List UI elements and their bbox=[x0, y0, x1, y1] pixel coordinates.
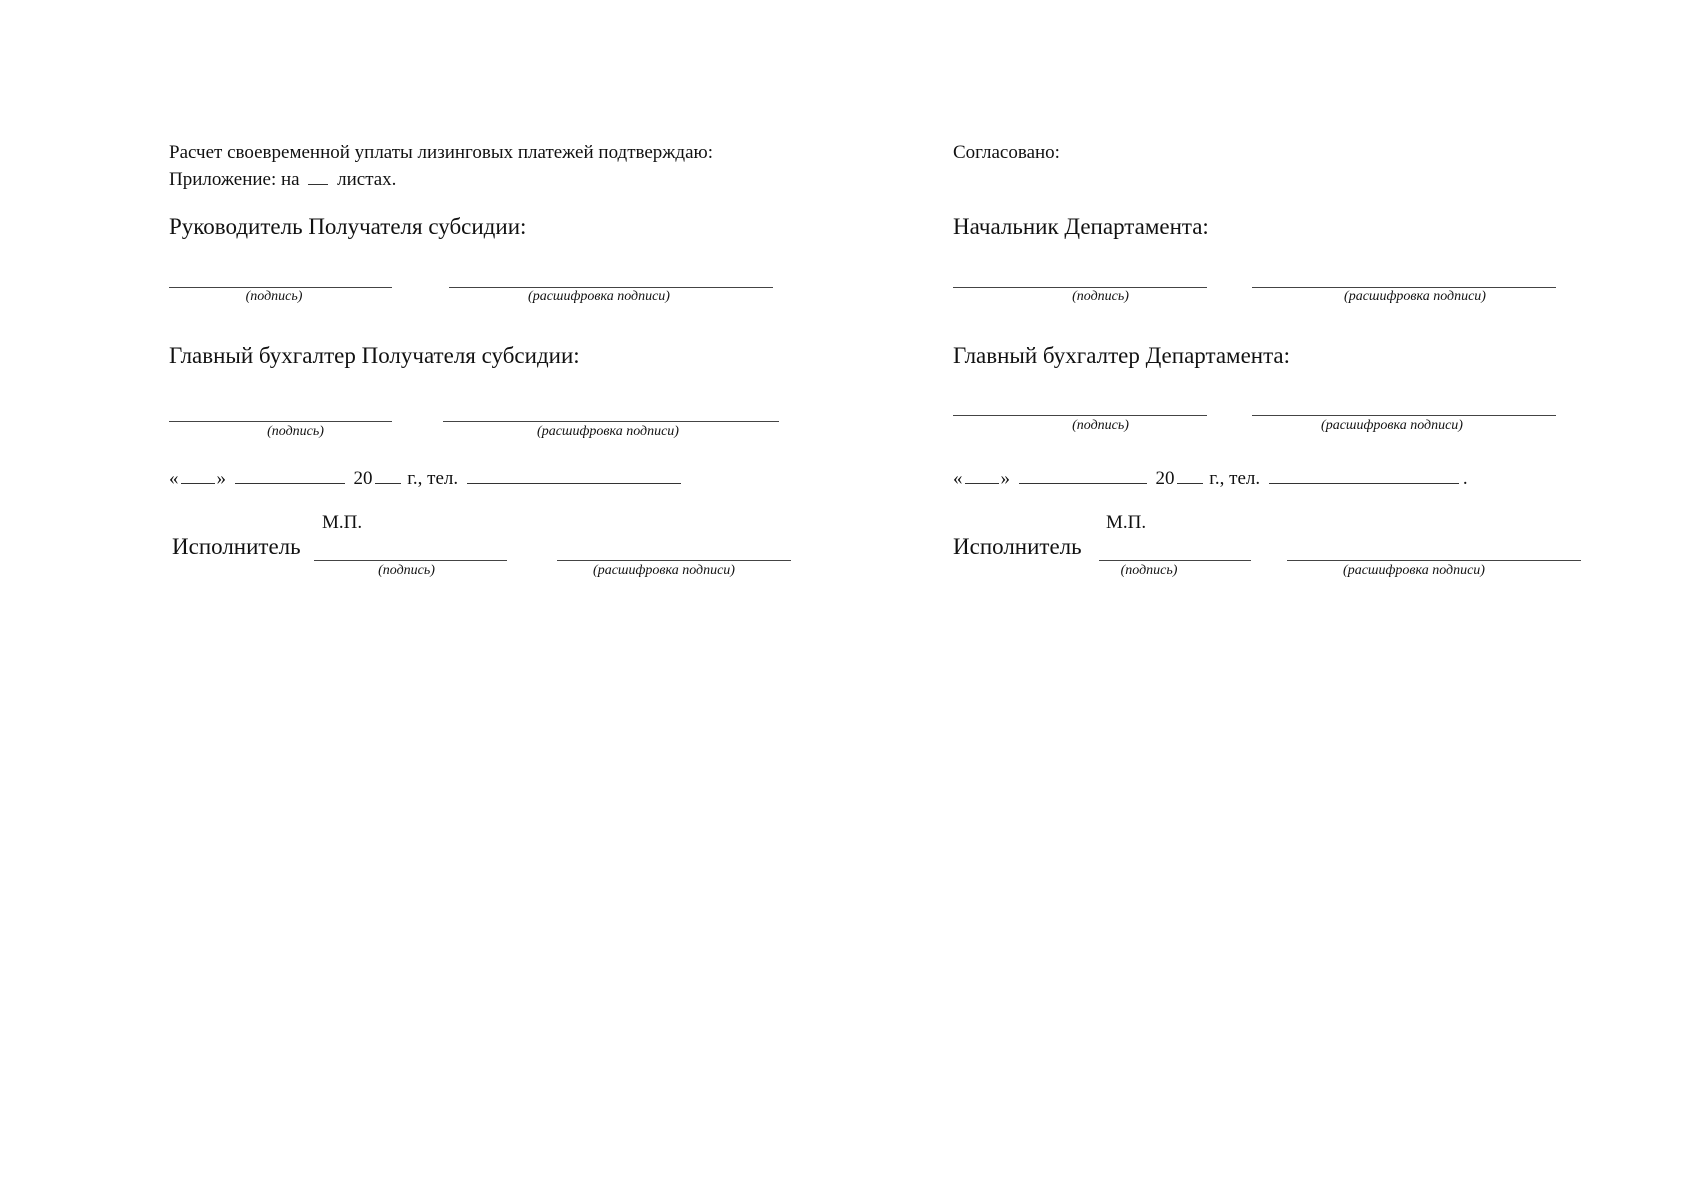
right-accountant-decode-line[interactable] bbox=[1252, 415, 1556, 416]
left-head-decode-caption: (расшифровка подписи) bbox=[528, 289, 670, 304]
left-accountant-decode-line[interactable] bbox=[443, 421, 779, 422]
left-day-field[interactable] bbox=[181, 465, 215, 484]
right-accountant-title: Главный бухгалтер Департамента: bbox=[953, 343, 1291, 368]
right-day-field[interactable] bbox=[965, 465, 999, 484]
left-date-open-quote: « bbox=[169, 468, 179, 489]
right-accountant-signature-caption: (подпись) bbox=[1072, 418, 1129, 433]
appendix-prefix: Приложение: на bbox=[169, 169, 300, 190]
left-accountant-title: Главный бухгалтер Получателя субсидии: bbox=[169, 343, 580, 368]
confirm-statement: Расчет своевременной уплаты лизинговых платежей подтверждаю: bbox=[169, 142, 713, 163]
right-date-line bbox=[953, 465, 1468, 490]
appendix-suffix: листах. bbox=[337, 169, 397, 190]
left-month-field[interactable] bbox=[235, 465, 345, 484]
right-executor-signature-caption: (подпись) bbox=[1120, 563, 1178, 578]
right-head-title: Начальник Департамента: bbox=[953, 214, 1209, 239]
left-executor-decode-line[interactable] bbox=[557, 560, 791, 561]
right-accountant-signature-line[interactable] bbox=[953, 415, 1207, 416]
right-month-field[interactable] bbox=[1019, 465, 1147, 484]
left-head-title: Руководитель Получателя субсидии: bbox=[169, 214, 527, 239]
left-stamp-label: М.П. bbox=[322, 512, 363, 533]
appendix-line bbox=[169, 166, 396, 191]
right-stamp-label: М.П. bbox=[1106, 512, 1147, 533]
left-accountant-decode-caption: (расшифровка подписи) bbox=[537, 424, 679, 439]
right-year-prefix: 20 bbox=[1155, 468, 1175, 489]
left-executor-label: Исполнитель bbox=[172, 534, 301, 559]
left-head-signature-caption: (подпись) bbox=[245, 289, 303, 304]
left-executor-decode-caption: (расшифровка подписи) bbox=[593, 563, 735, 578]
left-year-prefix: 20 bbox=[353, 468, 373, 489]
left-executor-signature-caption: (подпись) bbox=[378, 563, 435, 578]
agreed-label: Согласовано: bbox=[953, 142, 1060, 163]
right-head-decode-line[interactable] bbox=[1252, 287, 1556, 288]
left-executor-signature-line[interactable] bbox=[314, 560, 507, 561]
left-accountant-signature-line[interactable] bbox=[169, 421, 392, 422]
right-executor-decode-line[interactable] bbox=[1287, 560, 1581, 561]
left-accountant-signature-caption: (подпись) bbox=[267, 424, 324, 439]
right-executor-label: Исполнитель bbox=[953, 534, 1082, 559]
right-phone-field[interactable] bbox=[1269, 465, 1459, 484]
right-head-signature-caption: (подпись) bbox=[1072, 289, 1129, 304]
right-date-open-quote: « bbox=[953, 468, 963, 489]
right-date-close-quote: » bbox=[1000, 468, 1010, 489]
left-date-close-quote: » bbox=[216, 468, 226, 489]
left-head-decode-line[interactable] bbox=[449, 287, 773, 288]
right-head-decode-caption: (расшифровка подписи) bbox=[1344, 289, 1486, 304]
right-phone-end-dot: . bbox=[1462, 468, 1468, 489]
right-executor-decode-caption: (расшифровка подписи) bbox=[1343, 563, 1485, 578]
left-head-signature-line[interactable] bbox=[169, 287, 392, 288]
left-phone-field[interactable] bbox=[467, 465, 681, 484]
left-year-suffix: г., тел. bbox=[407, 468, 459, 489]
right-year-suffix: г., тел. bbox=[1209, 468, 1261, 489]
right-year-field[interactable] bbox=[1177, 465, 1203, 484]
right-head-signature-line[interactable] bbox=[953, 287, 1207, 288]
right-executor-signature-line[interactable] bbox=[1099, 560, 1251, 561]
right-accountant-decode-caption: (расшифровка подписи) bbox=[1321, 418, 1463, 433]
left-date-line bbox=[169, 465, 685, 490]
left-year-field[interactable] bbox=[375, 465, 401, 484]
appendix-pages-field[interactable] bbox=[308, 166, 328, 185]
